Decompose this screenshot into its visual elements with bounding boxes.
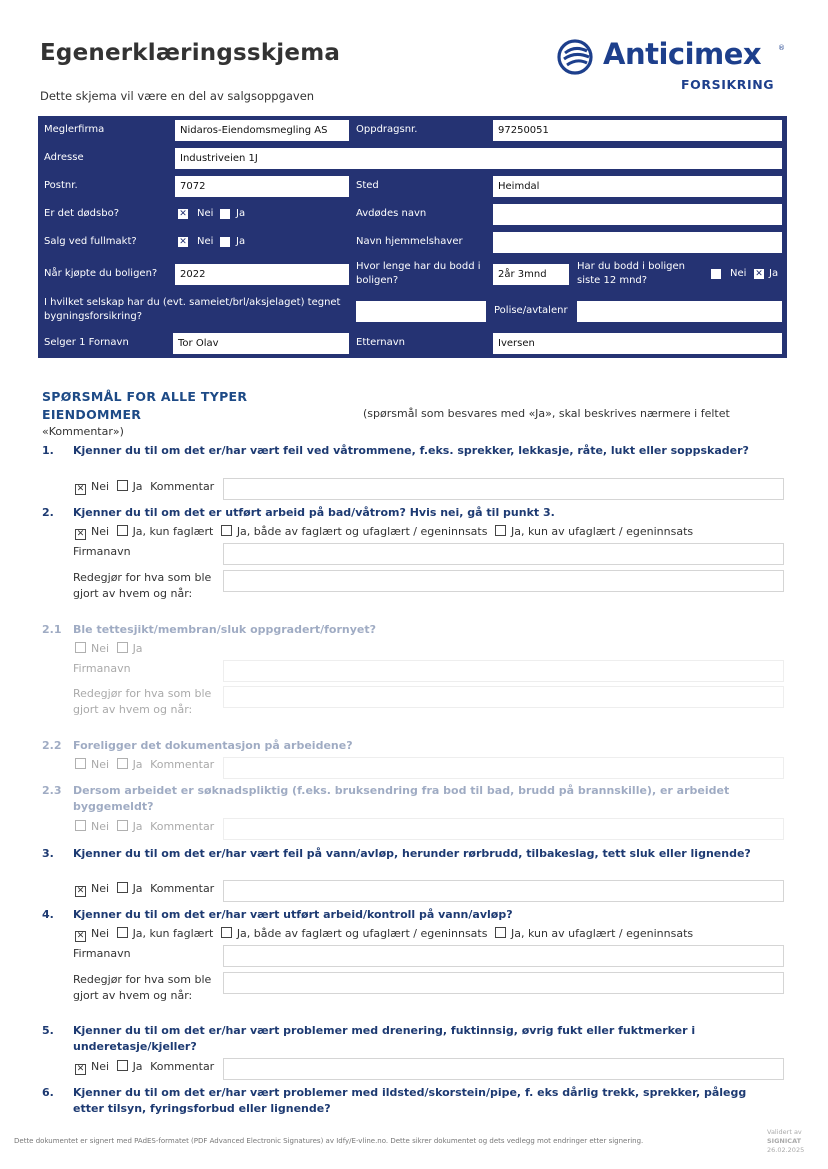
kommentar-label: Kommentar xyxy=(150,1060,215,1073)
nei-label: Nei xyxy=(91,642,110,655)
q5-nei-checkbox[interactable]: ✕ xyxy=(76,1064,85,1074)
bodd12-ja-checkbox[interactable]: ✕ xyxy=(755,269,763,279)
bodd-label: Hvor lenge har du bodd i boligen? xyxy=(356,261,481,286)
ja-label: Ja xyxy=(132,1060,143,1073)
q4-nei-checkbox[interactable]: ✕ xyxy=(76,931,85,941)
polise-field[interactable] xyxy=(577,301,782,322)
meglerfirma-field[interactable]: Nidaros-Eiendomsmegling AS xyxy=(175,120,349,141)
nei-label: Nei xyxy=(91,927,110,940)
question-text: Dersom arbeidet er søknadspliktig (f.eks. bruksendring fra bod til bad, brudd på brannskille), er arbeidet byggemeldt? xyxy=(73,784,730,813)
q1-options xyxy=(75,480,214,495)
q2-ja-faglaert-checkbox[interactable] xyxy=(117,525,128,536)
q22-ja-checkbox[interactable] xyxy=(117,758,128,769)
oppdragsnr-label: Oppdragsnr. xyxy=(356,124,418,135)
section-heading-line1: SPØRSMÅL FOR ALLE TYPER xyxy=(42,389,248,404)
dodsbo-nei-checkbox[interactable]: ✕ xyxy=(179,209,187,219)
redegjor-label: Redegjør for hva som ble gjort av hvem og når: xyxy=(73,571,212,600)
selger-label: Selger 1 Fornavn xyxy=(44,337,129,348)
q2-firmanavn-field[interactable] xyxy=(223,543,784,565)
q4-ja-begge-checkbox[interactable] xyxy=(221,927,232,938)
hjemmel-label: Navn hjemmelshaver xyxy=(356,236,463,247)
q4-firmanavn-field[interactable] xyxy=(223,945,784,967)
q5-options xyxy=(75,1060,214,1075)
dodsbo-label: Er det dødsbo? xyxy=(44,208,120,219)
q1-kommentar-field[interactable] xyxy=(223,478,784,500)
dodsbo-ja-checkbox[interactable] xyxy=(220,209,230,219)
adresse-field[interactable]: Industriveien 1J xyxy=(175,148,782,169)
q5-ja-checkbox[interactable] xyxy=(117,1060,128,1071)
stamp-date: 26.02.2025 xyxy=(767,1146,805,1154)
nei-label: Nei xyxy=(91,882,110,895)
question-number: 1. xyxy=(42,444,54,457)
q21-ja-checkbox[interactable] xyxy=(117,642,128,653)
ja-ufaglaert-label: Ja, kun av ufaglært / egeninnsats xyxy=(510,927,694,940)
etternavn-field[interactable]: Iversen xyxy=(493,333,782,354)
selskap-label: I hvilket selskap har du (evt. sameiet/brl/aksjelaget) tegnet bygningsforsikring? xyxy=(44,297,341,322)
nei-label: Nei xyxy=(91,1060,110,1073)
kjopt-field[interactable]: 2022 xyxy=(175,264,349,285)
nei-label: Nei xyxy=(91,525,110,538)
section-note: (spørsmål som besvares med «Ja», skal beskrives nærmere i feltet xyxy=(363,407,730,420)
section-note-cont: «Kommentar») xyxy=(42,425,124,438)
question-text: Ble tettesjikt/membran/sluk oppgradert/fornyet? xyxy=(73,623,376,636)
q1-nei-checkbox[interactable]: ✕ xyxy=(76,484,85,494)
q21-redegjor-field[interactable] xyxy=(223,686,784,708)
nei-label: Nei xyxy=(91,820,110,833)
ja-begge-label: Ja, både av faglært og ufaglært / egeninnsats xyxy=(236,525,488,538)
question-number: 6. xyxy=(42,1086,54,1099)
redegjor-label: Redegjør for hva som ble gjort av hvem og når: xyxy=(73,687,212,716)
question-number: 2. xyxy=(42,506,54,519)
question-text: Kjenner du til om det er/har vært problemer med ildsted/skorstein/pipe, f. eks dårlig trekk, sprekker, pålegg etter tilsyn, fyringsforbud eller lignende? xyxy=(73,1086,747,1115)
q4-ja-ufaglaert-checkbox[interactable] xyxy=(495,927,506,938)
selskap-field[interactable] xyxy=(356,301,486,322)
q4-options xyxy=(75,927,693,942)
question-number: 2.1 xyxy=(42,623,62,636)
q2-options xyxy=(75,525,693,540)
bodd-field[interactable]: 2år 3mnd xyxy=(493,264,569,285)
ja-label: Ja xyxy=(132,758,143,771)
q3-kommentar-field[interactable] xyxy=(223,880,784,902)
question-number: 4. xyxy=(42,908,54,921)
polise-label: Polise/avtalenr xyxy=(494,305,568,316)
ja-faglaert-label: Ja, kun faglært xyxy=(132,525,214,538)
q21-nei-checkbox[interactable] xyxy=(75,642,86,653)
firmanavn-label: Firmanavn xyxy=(73,947,131,960)
sted-label: Sted xyxy=(356,180,379,191)
q23-options xyxy=(75,820,214,833)
q22-options xyxy=(75,758,214,771)
kommentar-label: Kommentar xyxy=(150,480,215,493)
q3-ja-checkbox[interactable] xyxy=(117,882,128,893)
stamp-line: Validert av xyxy=(767,1128,802,1136)
bodd12-nei-checkbox[interactable] xyxy=(711,269,721,279)
kjopt-label: Når kjøpte du boligen? xyxy=(44,268,158,279)
question-text: Kjenner du til om det er/har vært problemer med drenering, fuktinnsig, øvrig fukt eller fuktmerker i underetasje/kjeller? xyxy=(73,1024,696,1053)
signicat-validation-stamp xyxy=(767,1128,804,1155)
logo-registered-mark: ® xyxy=(778,44,785,52)
question-text: Kjenner du til om det er utført arbeid på bad/våtrom? Hvis nei, gå til punkt 3. xyxy=(73,506,555,519)
fullmakt-nei-checkbox[interactable]: ✕ xyxy=(179,237,187,247)
q21-firmanavn-field[interactable] xyxy=(223,660,784,682)
logo-subtitle: FORSIKRING xyxy=(681,77,775,92)
stamp-brand: SIGNICAT xyxy=(767,1137,802,1145)
oppdragsnr-field[interactable]: 97250051 xyxy=(493,120,782,141)
q23-kommentar-field[interactable] xyxy=(223,818,784,840)
ja-ufaglaert-label: Ja, kun av ufaglært / egeninnsats xyxy=(510,525,694,538)
ja-label: Ja xyxy=(132,480,143,493)
q2-ja-begge-checkbox[interactable] xyxy=(221,525,232,536)
logo-wordmark: Anticimex xyxy=(603,37,762,71)
q23-ja-checkbox[interactable] xyxy=(117,820,128,831)
q23-nei-checkbox[interactable] xyxy=(75,820,86,831)
q3-nei-checkbox[interactable]: ✕ xyxy=(76,886,85,896)
page-subtitle: Dette skjema vil være en del av salgsoppgaven xyxy=(40,89,315,103)
bodd12-nei-label: Nei xyxy=(730,268,747,279)
q1-ja-checkbox[interactable] xyxy=(117,480,128,491)
postnr-label: Postnr. xyxy=(44,180,78,191)
fullmakt-label: Salg ved fullmakt? xyxy=(44,236,137,247)
etternavn-label: Etternavn xyxy=(356,337,405,348)
kommentar-label: Kommentar xyxy=(150,758,215,771)
bodd12-ja-label: Ja xyxy=(769,268,779,279)
question-text: Foreligger det dokumentasjon på arbeidene? xyxy=(73,739,353,752)
firmanavn-label: Firmanavn xyxy=(73,545,131,558)
meglerfirma-label: Meglerfirma xyxy=(44,124,105,135)
question-number: 3. xyxy=(42,847,54,860)
fullmakt-ja-label: Ja xyxy=(236,236,246,247)
anticimex-logo-icon xyxy=(557,39,597,75)
question-number: 2.2 xyxy=(42,739,62,752)
q22-nei-checkbox[interactable] xyxy=(75,758,86,769)
question-number: 5. xyxy=(42,1024,54,1037)
ja-label: Ja xyxy=(132,642,143,655)
selger-fornavn-field[interactable]: Tor Olav xyxy=(173,333,349,354)
seller-info-panel xyxy=(38,116,787,358)
question-text: Kjenner du til om det er/har vært utført arbeid/kontroll på vann/avløp? xyxy=(73,908,513,921)
q2-nei-checkbox[interactable]: ✕ xyxy=(76,529,85,539)
question-number: 2.3 xyxy=(42,784,62,797)
ja-faglaert-label: Ja, kun faglært xyxy=(132,927,214,940)
question-text: Kjenner du til om det er/har vært feil på vann/avløp, herunder rørbrudd, tilbakeslag, tett sluk eller lignende? xyxy=(73,847,751,860)
hjemmel-field[interactable] xyxy=(493,232,782,253)
q4-redegjor-field[interactable] xyxy=(223,972,784,994)
bodd12-label: Har du bodd i boligen siste 12 mnd? xyxy=(577,261,685,286)
nei-label: Nei xyxy=(91,758,110,771)
nei-label: Nei xyxy=(91,480,110,493)
fullmakt-nei-label: Nei xyxy=(197,236,214,247)
q2-ja-ufaglaert-checkbox[interactable] xyxy=(495,525,506,536)
sted-field[interactable]: Heimdal xyxy=(493,176,782,197)
section-heading xyxy=(42,388,247,424)
q4-ja-faglaert-checkbox[interactable] xyxy=(117,927,128,938)
q2-redegjor-field[interactable] xyxy=(223,570,784,592)
footer-signature-notice: Dette dokumentet er signert med PAdES-formatet (PDF Advanced Electronic Signatures) av Idfy/E-vline.no. Dette sikrer dokumentet og dets vedlegg mot endringer etter signering. xyxy=(14,1137,644,1145)
kommentar-label: Kommentar xyxy=(150,882,215,895)
page-title: Egenerklæringsskjema xyxy=(40,40,341,66)
q22-kommentar-field[interactable] xyxy=(223,757,784,779)
ja-label: Ja xyxy=(132,820,143,833)
question-text: Kjenner du til om det er/har vært feil ved våtrommene, f.eks. sprekker, lekkasje, råte, lukt eller soppskader? xyxy=(73,444,749,457)
section-heading-line2: EIENDOMMER xyxy=(42,407,142,422)
q21-options xyxy=(75,642,143,655)
postnr-field[interactable]: 7072 xyxy=(175,176,349,197)
avdodes-field[interactable] xyxy=(493,204,782,225)
kommentar-label: Kommentar xyxy=(150,820,215,833)
ja-begge-label: Ja, både av faglært og ufaglært / egeninnsats xyxy=(236,927,488,940)
dodsbo-nei-label: Nei xyxy=(197,208,214,219)
redegjor-label: Redegjør for hva som ble gjort av hvem og når: xyxy=(73,973,212,1002)
fullmakt-ja-checkbox[interactable] xyxy=(220,237,230,247)
adresse-label: Adresse xyxy=(44,152,84,163)
q3-options xyxy=(75,882,214,897)
firmanavn-label: Firmanavn xyxy=(73,662,131,675)
ja-label: Ja xyxy=(132,882,143,895)
q5-kommentar-field[interactable] xyxy=(223,1058,784,1080)
avdodes-label: Avdødes navn xyxy=(356,208,427,219)
dodsbo-ja-label: Ja xyxy=(236,208,246,219)
